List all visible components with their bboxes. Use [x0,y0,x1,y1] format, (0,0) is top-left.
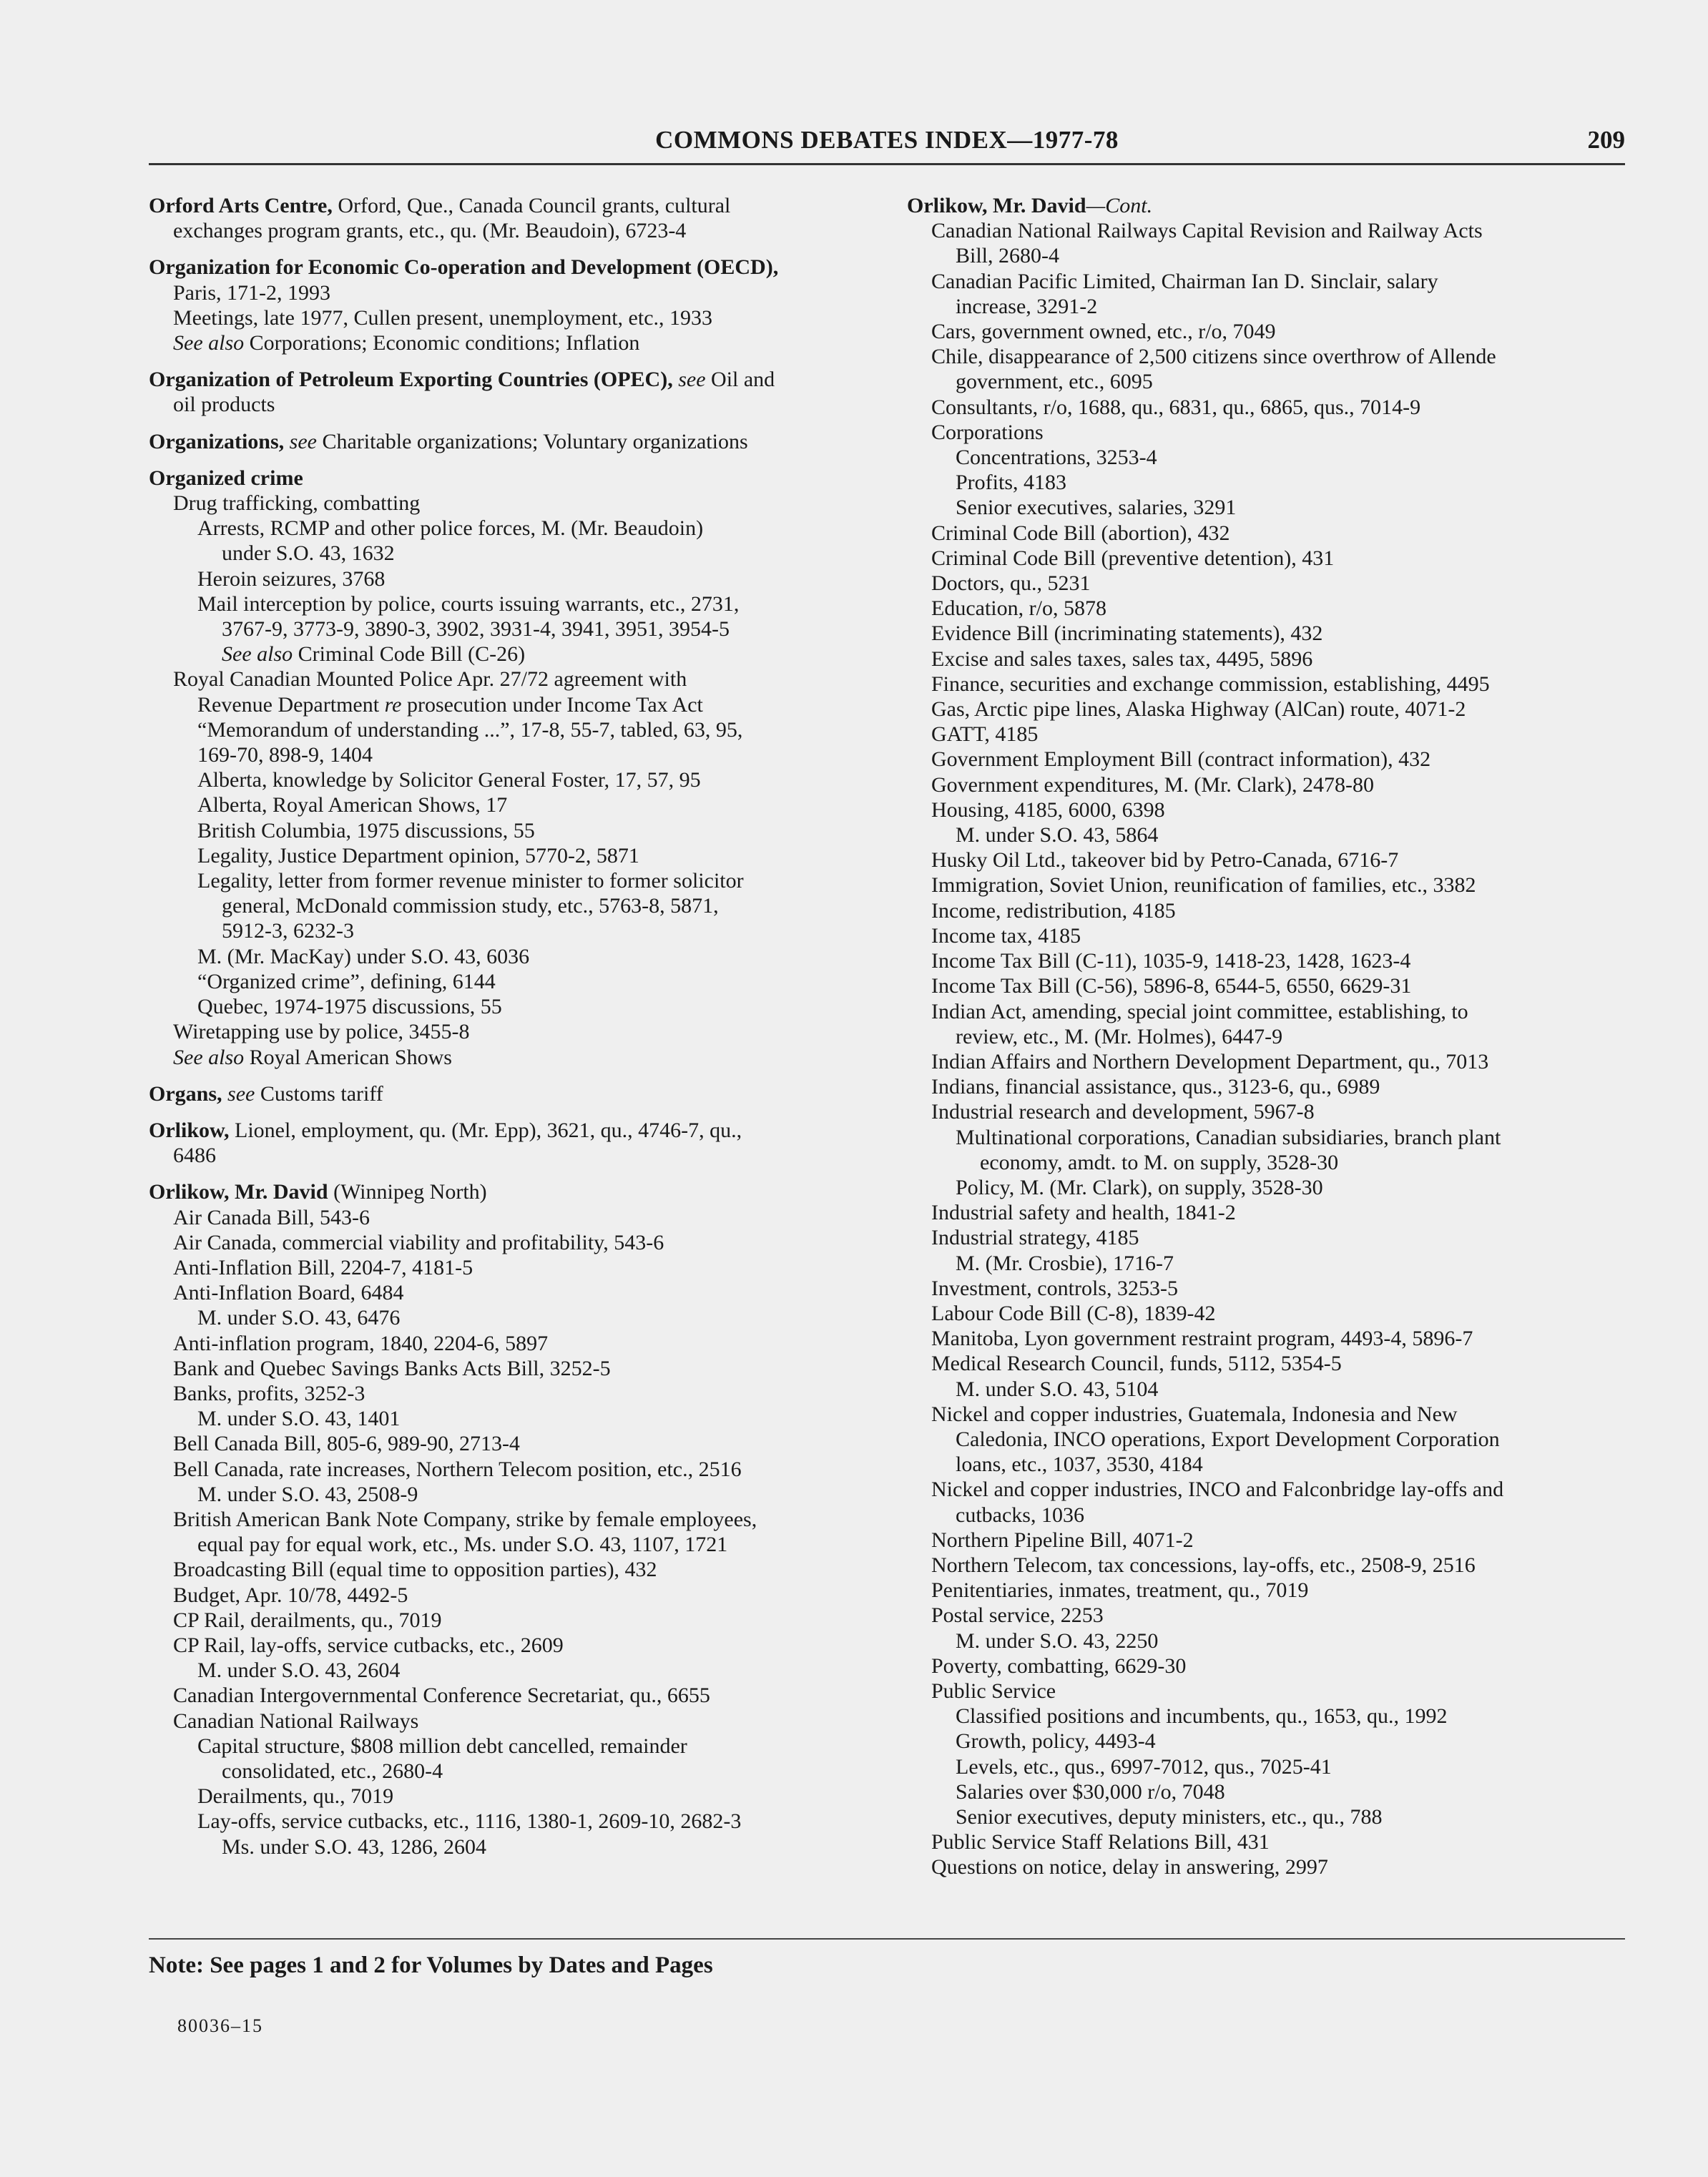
index-subentry-line [907,1175,1628,1200]
entry-text: CP Rail, lay-offs, service cutbacks, etc., 2609 [173,1633,564,1657]
entry-text: Multinational corporations, Canadian subsidiaries, branch plant [956,1125,1501,1149]
entry-text: Canadian Intergovernmental Conference Secretariat, qu., 6655 [173,1684,710,1708]
cross-reference-marker: —Cont. [1086,194,1153,217]
cross-reference-marker: See also [173,1045,245,1069]
entry-text: Ms. under S.O. 43, 1286, 2604 [222,1834,487,1859]
index-entry [149,429,864,454]
index-heading-line [149,1081,864,1106]
entry-text: Canadian National Railways Capital Revision and Railway Acts [931,219,1483,243]
index-heading-line [149,466,864,491]
index-subentry-line [149,616,864,642]
index-heading-line [149,367,864,392]
entry-text: Nickel and copper industries, Guatemala, Indonesia and New [931,1402,1458,1426]
entry-text: 6486 [173,1144,216,1168]
entry-text: Government expenditures, M. (Mr. Clark), 2478-80 [931,772,1375,797]
entry-text: “Organized crime”, defining, 6144 [197,969,496,993]
entry-text: under S.O. 43, 1632 [222,541,395,566]
entry-text: Cars, government owned, etc., r/o, 7049 [931,320,1276,344]
index-subentry-line [907,369,1628,394]
index-subentry-line [149,1834,864,1859]
index-subentry-line [907,1804,1628,1829]
index-subentry-line [907,1578,1628,1603]
entry-text: Legality, letter from former revenue minister to former solicitor [197,869,744,893]
index-subentry-line [907,1099,1628,1124]
index-subentry-line [149,1532,864,1557]
entry-text: Criminal Code Bill (C-26) [293,642,526,667]
entry-text: Senior executives, deputy ministers, etc., qu., 788 [956,1805,1383,1829]
index-subentry-line [149,491,864,516]
entry-text: M. under S.O. 43, 5104 [956,1377,1159,1401]
entry-text: Royal American Shows [244,1045,452,1069]
entry-text: Labour Code Bill (C-8), 1839-42 [931,1301,1216,1325]
entry-text: Bank and Quebec Savings Banks Acts Bill, 3252-5 [173,1356,611,1380]
entry-text: Industrial safety and health, 1841-2 [931,1201,1236,1225]
index-subentry-line [907,395,1628,420]
entry-text: Gas, Arctic pipe lines, Alaska Highway (AlCan) route, 4071-2 [931,697,1466,722]
index-subentry-line [149,1255,864,1280]
index-subentry-line [907,546,1628,571]
index-subentry-line [907,445,1628,470]
cross-reference-marker: see [284,429,317,453]
entry-text: Excise and sales taxes, sales tax, 4495, 5896 [931,647,1313,671]
index-heading-line [149,429,864,454]
cross-reference-marker: see [672,368,706,392]
index-subentry-line [907,923,1628,948]
index-subentry-line [149,1633,864,1658]
index-subentry-line [149,893,864,918]
entry-text: exchanges program grants, etc., qu. (Mr. Beaudoin), 6723-4 [173,219,687,243]
entry-text: 5912-3, 6232-3 [222,919,354,943]
index-subentry-line [149,1608,864,1633]
index-subentry-line [907,218,1628,243]
index-entry [149,193,864,243]
index-subentry-line [149,868,864,893]
entry-text: Poverty, combatting, 6629-30 [931,1653,1187,1678]
entry-text: GATT, 4185 [931,722,1039,747]
index-subentry-line [907,319,1628,344]
entry-text: Education, r/o, 5878 [931,596,1106,621]
entry-text: Questions on notice, delay in answering, 2997 [931,1855,1328,1879]
index-subentry-line [907,847,1628,873]
entry-text: government, etc., 6095 [956,370,1153,394]
entry-text: Housing, 4185, 6000, 6398 [931,797,1165,822]
entry-text: Banks, profits, 3252-3 [173,1381,365,1405]
entry-text: Income, redistribution, 4185 [931,898,1176,923]
index-heading-line [907,193,1628,218]
entry-heading: Orlikow, Mr. David [907,194,1086,217]
entry-text: review, etc., M. (Mr. Holmes), 6447-9 [956,1024,1283,1048]
index-subentry-line [907,973,1628,998]
index-subentry-line [149,1809,864,1834]
index-entry [149,1118,864,1168]
index-entry [907,193,1628,1880]
entry-text: Anti-Inflation Board, 6484 [173,1281,404,1305]
index-subentry-line [907,1200,1628,1225]
index-subentry-line [907,1653,1628,1679]
index-subentry-line [149,1482,864,1507]
entry-text: Indian Act, amending, special joint committee, establishing, to [931,999,1468,1023]
index-subentry-line [907,1402,1628,1427]
entry-text: Criminal Code Bill (preventive detention), 431 [931,546,1335,570]
entry-text: Anti-inflation program, 1840, 2204-6, 5897 [173,1331,549,1355]
footer-note: Note: See pages 1 and 2 for Volumes by Dates and Pages [149,1952,713,1978]
index-entry [149,1081,864,1106]
index-subentry-line [907,1301,1628,1326]
index-subentry-line [907,1251,1628,1276]
index-subentry-line [907,1377,1628,1402]
entry-text: (Winnipeg North) [328,1180,487,1204]
entry-text: Chile, disappearance of 2,500 citizens since overthrow of Allende [931,345,1496,369]
entry-text: Oil and [705,368,775,392]
index-subentry-line [907,1628,1628,1653]
entry-text: loans, etc., 1037, 3530, 4184 [956,1453,1203,1477]
index-subentry-line [149,717,864,742]
index-subentry-line [907,1225,1628,1250]
index-subentry-line [149,541,864,566]
index-subentry-line [907,1829,1628,1854]
entry-text: economy, amdt. to M. on supply, 3528-30 [980,1150,1339,1174]
entry-text: Air Canada Bill, 543-6 [173,1205,370,1229]
index-subentry-line [907,722,1628,747]
index-subentry-line [907,647,1628,672]
entry-text: consolidated, etc., 2680-4 [222,1759,443,1783]
index-subentry-line [149,305,864,330]
index-subentry-line [907,1125,1628,1150]
entry-text: M. under S.O. 43, 6476 [197,1306,401,1330]
index-subentry-line [149,218,864,243]
index-subentry-line [907,1779,1628,1804]
index-heading-line [149,255,864,280]
index-subentry-line [149,1305,864,1330]
index-subentry-line [907,873,1628,898]
entry-text: Income Tax Bill (C-11), 1035-9, 1418-23, 1428, 1623-4 [931,949,1411,973]
cross-reference-marker: See also [222,642,293,667]
entry-text: Immigration, Soviet Union, reunification of families, etc., 3382 [931,873,1476,898]
entry-text: Bill, 2680-4 [956,244,1060,268]
entry-text: Bell Canada, rate increases, Northern Telecom position, etc., 2516 [173,1457,742,1481]
index-subentry-line [907,243,1628,268]
index-subentry-line [149,1507,864,1532]
entry-text: Arrests, RCMP and other police forces, M. (Mr. Beaudoin) [197,516,704,541]
index-subentry-line [149,1406,864,1431]
entry-text: Heroin seizures, 3768 [197,566,386,591]
entry-text: “Memorandum of understanding ...”, 17-8, 55-7, tabled, 63, 95, [197,717,743,742]
index-subentry-line [907,1024,1628,1049]
index-subentry-line [907,294,1628,319]
index-subentry-line [149,1457,864,1482]
entry-text: Canadian National Railways [173,1709,419,1733]
index-subentry-line [149,1143,864,1168]
entry-text: Indians, financial assistance, qus., 3123-6, qu., 6989 [931,1075,1380,1099]
index-subentry-line [149,392,864,417]
index-heading-line [149,1118,864,1143]
index-subentry-line [149,994,864,1019]
index-column-right [907,193,1628,1880]
index-subentry-line [907,269,1628,294]
index-subentry-line [149,1045,864,1070]
index-subentry-line [907,571,1628,596]
entry-text: Northern Telecom, tax concessions, lay-offs, etc., 2508-9, 2516 [931,1553,1476,1577]
index-subentry-line [149,944,864,969]
entry-text: Anti-Inflation Bill, 2204-7, 4181-5 [173,1255,473,1279]
entry-text: 3767-9, 3773-9, 3890-3, 3902, 3931-4, 3941, 3951, 3954-5 [222,617,730,642]
entry-text: Broadcasting Bill (equal time to opposition parties), 432 [173,1558,657,1582]
cross-reference-marker: See also [173,331,245,355]
entry-text: Levels, etc., qus., 6997-7012, qus., 7025-41 [956,1754,1332,1779]
entry-text: 169-70, 898-9, 1404 [197,743,373,767]
entry-text: prosecution under Income Tax Act [401,692,703,717]
italic-term: re [384,692,402,717]
index-subentry-line [907,1351,1628,1376]
entry-text: oil products [173,393,275,417]
index-subentry-line [149,742,864,767]
entry-text: Revenue Department [197,692,385,717]
entry-text: Postal service, 2253 [931,1603,1104,1628]
entry-text: Finance, securities and exchange commission, establishing, 4495 [931,672,1490,696]
entry-text: Mail interception by police, courts issuing warrants, etc., 2731, [197,591,740,616]
entry-text: Bell Canada Bill, 805-6, 989-90, 2713-4 [173,1432,520,1456]
entry-text: Manitoba, Lyon government restraint program, 4493-4, 5896-7 [931,1327,1473,1351]
index-subentry-line [907,521,1628,546]
index-subentry-line [907,1603,1628,1628]
index-subentry-line [149,1583,864,1608]
index-subentry-line [907,1729,1628,1754]
entry-text: cutbacks, 1036 [956,1503,1084,1527]
index-subentry-line [907,999,1628,1024]
index-subentry-line [149,767,864,792]
index-subentry-line [149,969,864,994]
entry-text: Air Canada, commercial viability and profitability, 543-6 [173,1230,664,1254]
entry-text: Corporations [931,420,1044,444]
cross-reference-marker: see [222,1081,255,1106]
index-subentry-line [149,692,864,717]
index-subentry-line [149,1019,864,1044]
entry-text: Derailments, qu., 7019 [197,1784,394,1809]
entry-text: Investment, controls, 3253-5 [931,1276,1178,1300]
index-subentry-line [149,591,864,616]
entry-text: Lay-offs, service cutbacks, etc., 1116, 1380-1, 2609-10, 2682-3 [197,1809,742,1834]
entry-text: Indian Affairs and Northern Development Department, qu., 7013 [931,1049,1489,1073]
entry-text: Senior executives, salaries, 3291 [956,496,1237,520]
index-subentry-line [907,1427,1628,1452]
entry-text: Concentrations, 3253-4 [956,446,1157,470]
index-subentry-line [907,470,1628,495]
entry-text: Criminal Code Bill (abortion), 432 [931,521,1230,545]
index-subentry-line [149,642,864,667]
running-title: COMMONS DEBATES INDEX—1977-78 [655,126,1119,154]
entry-text: Industrial strategy, 4185 [931,1226,1139,1250]
index-subentry-line [149,1759,864,1784]
index-subentry-line [149,792,864,817]
entry-text: Customs tariff [255,1081,383,1106]
entry-text: Nickel and copper industries, INCO and Falconbridge lay-offs and [931,1478,1504,1502]
entry-heading: Organized crime [149,466,303,490]
index-subentry-line [149,1658,864,1683]
print-code: 80036–15 [177,2015,263,2036]
index-subentry-line [907,596,1628,621]
index-subentry-line [907,1854,1628,1879]
index-subentry-line [149,330,864,355]
entry-text: Public Service [931,1679,1056,1703]
index-subentry-line [907,898,1628,923]
entry-text: Evidence Bill (incriminating statements), 432 [931,621,1323,646]
entry-text: Meetings, late 1977, Cullen present, unemployment, etc., 1933 [173,305,713,330]
index-heading-line [149,1179,864,1204]
index-subentry-line [907,822,1628,847]
entry-text: Industrial research and development, 5967-8 [931,1100,1315,1124]
entry-heading: Organs, [149,1081,222,1106]
entry-text: Policy, M. (Mr. Clark), on supply, 3528-30 [956,1175,1323,1199]
entry-text: M. under S.O. 43, 2250 [956,1628,1159,1653]
index-subentry-line [149,1280,864,1305]
entry-heading: Orford Arts Centre, [149,194,333,217]
index-subentry-line [149,516,864,541]
index-subentry-line [907,1326,1628,1351]
index-subentry-line [907,1528,1628,1553]
entry-text: Income Tax Bill (C-56), 5896-8, 6544-5, 6550, 6629-31 [931,974,1412,998]
index-subentry-line [149,918,864,943]
entry-text: Salaries over $30,000 r/o, 7048 [956,1779,1225,1804]
entry-text: equal pay for equal work, etc., Ms. under S.O. 43, 1107, 1721 [197,1533,728,1557]
entry-text: British American Bank Note Company, strike by female employees, [173,1507,757,1531]
entry-text: Alberta, knowledge by Solicitor General Foster, 17, 57, 95 [197,768,701,792]
index-subentry-line [149,1709,864,1734]
entry-heading: Orlikow, Mr. David [149,1180,328,1204]
entry-text: M. under S.O. 43, 5864 [956,823,1159,847]
entry-text: increase, 3291-2 [956,294,1098,318]
index-subentry-line [907,1276,1628,1301]
entry-heading: Organization of Petroleum Exporting Countries (OPEC), [149,368,673,392]
index-subentry-line [149,1381,864,1406]
entry-text: Orford, Que., Canada Council grants, cultural [332,194,731,217]
index-subentry-line [907,1452,1628,1477]
index-subentry-line [907,672,1628,697]
index-subentry-line [149,667,864,692]
entry-text: Charitable organizations; Voluntary organizations [316,429,748,453]
index-subentry-line [907,1477,1628,1502]
index-subentry-line [907,1503,1628,1528]
entry-text: M. under S.O. 43, 1401 [197,1407,401,1431]
index-subentry-line [907,747,1628,772]
index-entry [149,466,864,1070]
entry-text: Legality, Justice Department opinion, 5770-2, 5871 [197,843,639,868]
entry-text: Caledonia, INCO operations, Export Development Corporation [956,1427,1500,1451]
index-subentry-line [149,280,864,305]
page-number: 209 [1587,126,1625,154]
index-subentry-line [907,621,1628,646]
index-subentry-line [907,1150,1628,1175]
entry-text: Drug trafficking, combatting [173,491,421,516]
index-subentry-line [149,1734,864,1759]
index-subentry-line [149,1784,864,1809]
index-subentry-line [149,818,864,843]
entry-text: M. (Mr. Crosbie), 1716-7 [956,1251,1174,1275]
entry-text: Royal Canadian Mounted Police Apr. 27/72 agreement with [173,667,687,692]
entry-text: Income tax, 4185 [931,923,1081,948]
index-subentry-line [149,1356,864,1381]
index-subentry-line [907,697,1628,722]
entry-text: Lionel, employment, qu. (Mr. Epp), 3621, qu., 4746-7, qu., [229,1118,742,1142]
entry-text: Government Employment Bill (contract information), 432 [931,747,1431,772]
entry-text: M. under S.O. 43, 2508-9 [197,1482,418,1506]
entry-text: Alberta, Royal American Shows, 17 [197,793,508,817]
index-subentry-line [907,495,1628,520]
index-entry [149,1179,864,1859]
index-subentry-line [149,566,864,591]
entry-text: Medical Research Council, funds, 5112, 5354-5 [931,1352,1342,1376]
entry-text: CP Rail, derailments, qu., 7019 [173,1608,442,1632]
index-subentry-line [907,948,1628,973]
entry-text: M. under S.O. 43, 2604 [197,1658,401,1683]
entry-heading: Orlikow, [149,1118,230,1142]
footer-rule [149,1938,1625,1940]
entry-text: Budget, Apr. 10/78, 4492-5 [173,1583,408,1607]
index-subentry-line [149,1331,864,1356]
entry-text: Penitentiaries, inmates, treatment, qu., 7019 [931,1578,1309,1603]
index-heading-line [149,193,864,218]
entry-text: Northern Pipeline Bill, 4071-2 [931,1528,1194,1552]
entry-text: British Columbia, 1975 discussions, 55 [197,818,535,842]
index-subentry-line [907,1074,1628,1099]
index-subentry-line [907,1754,1628,1779]
entry-heading: Organizations, [149,429,285,453]
entry-text: Corporations; Economic conditions; Inflation [244,331,640,355]
entry-text: Classified positions and incumbents, qu., 1653, qu., 1992 [956,1704,1448,1729]
index-subentry-line [907,344,1628,369]
entry-text: Capital structure, $808 million debt cancelled, remainder [197,1734,687,1758]
entry-text: M. (Mr. MacKay) under S.O. 43, 6036 [197,944,530,968]
index-subentry-line [907,772,1628,797]
entry-text: Public Service Staff Relations Bill, 431 [931,1830,1270,1854]
index-subentry-line [149,1431,864,1456]
page-header [149,126,1625,165]
index-column-left [149,193,864,1859]
index-subentry-line [149,1557,864,1582]
entry-text: Doctors, qu., 5231 [931,571,1091,596]
index-subentry-line [907,797,1628,822]
index-subentry-line [149,843,864,868]
entry-text: Husky Oil Ltd., takeover bid by Petro-Canada, 6716-7 [931,848,1399,873]
index-subentry-line [907,1704,1628,1729]
entry-text: Profits, 4183 [956,471,1067,495]
index-subentry-line [149,1205,864,1230]
index-entry [149,255,864,355]
entry-text: Quebec, 1974-1975 discussions, 55 [197,995,502,1019]
index-subentry-line [907,1553,1628,1578]
entry-text: general, McDonald commission study, etc., 5763-8, 5871, [222,894,719,918]
index-entry [149,367,864,417]
entry-text: Consultants, r/o, 1688, qu., 6831, qu., 6865, qus., 7014-9 [931,395,1421,419]
entry-text: Paris, 171-2, 1993 [173,280,330,305]
entry-text: Growth, policy, 4493-4 [956,1729,1156,1754]
index-subentry-line [907,1049,1628,1074]
entry-heading: Organization for Economic Co-operation and Development (OECD), [149,255,779,280]
entry-text: Wiretapping use by police, 3455-8 [173,1020,470,1044]
entry-text: Canadian Pacific Limited, Chairman Ian D. Sinclair, salary [931,269,1438,293]
index-subentry-line [907,1679,1628,1704]
index-subentry-line [149,1683,864,1708]
index-subentry-line [907,420,1628,445]
index-subentry-line [149,1230,864,1255]
